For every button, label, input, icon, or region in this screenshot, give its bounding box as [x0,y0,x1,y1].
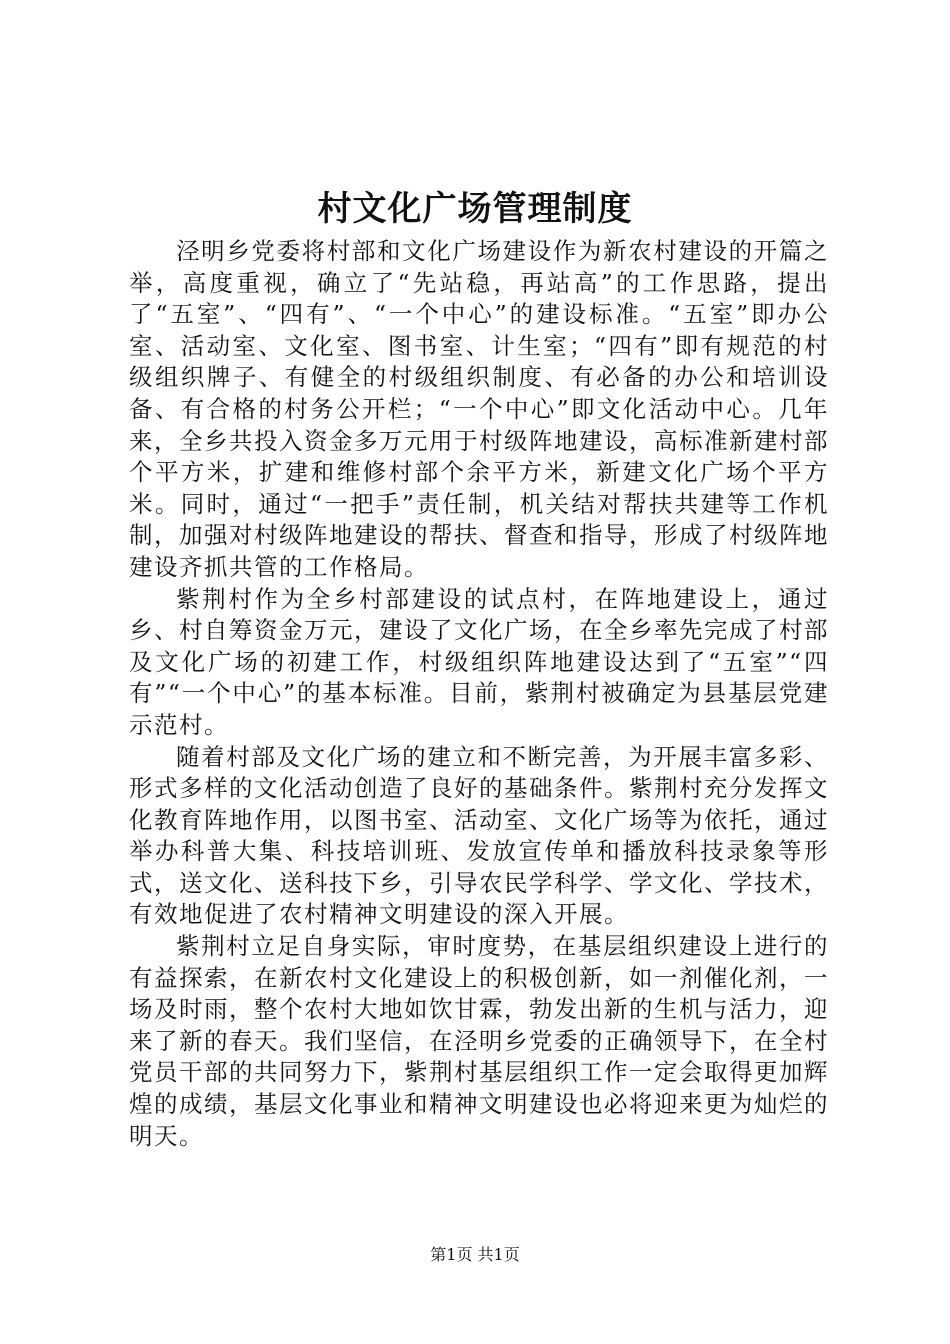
paragraph-1: 泾明乡党委将村部和文化广场建设作为新农村建设的开篇之举，高度重视，确立了“先站稳，再站高”的工作思路，提出了“五室”、“四有”、“一个中心”的建设标准。“五室”即办公室、活动室、文化室、图书室、计生室；“四有”即有规范的村级组织牌子、有健全的村级组织制度、有必备的办公和培训设备、有合格的村务公开栏；“一个中心”即文化活动中心。几年来，全乡共投入资金多万元用于村级阵地建设，高标准新建村部个平方米，扩建和维修村部个余平方米，新建文化广场个平方米。同时，通过“一把手”责任制，机关结对帮扶共建等工作机制，加强对村级阵地建设的帮扶、督查和指导，形成了村级阵地建设齐抓共管的工作格局。 [129,237,829,581]
paragraph-3: 随着村部及文化广场的建立和不断完善，为开展丰富多彩、形式多样的文化活动创造了良好的基础条件。紫荆村充分发挥文化教育阵地作用，以图书室、活动室、文化广场等为依托，通过举办科普大集、科技培训班、发放宣传单和播放科技录象等形式，送文化、送科技下乡，引导农民学科学、学文化、学技术，有效地促进了农村精神文明建设的深入开展。 [129,742,829,929]
document-body [129,236,829,1152]
page-number-footer: 第1页 共1页 [430,1245,520,1264]
paragraph-4: 紫荆村立足自身实际，审时度势，在基层组织建设上进行的有益探索，在新农村文化建设上的积极创新，如一剂催化剂，一场及时雨，整个农村大地如饮甘霖，勃发出新的生机与活力，迎来了新的春天。我们坚信，在泾明乡党委的正确领导下，在全村党员干部的共同努力下，紫荆村基层组织工作一定会取得更加辉煌的成绩，基层文化事业和精神文明建设也必将迎来更为灿烂的明天。 [129,932,829,1150]
paragraph-2: 紫荆村作为全乡村部建设的试点村，在阵地建设上，通过乡、村自筹资金万元，建设了文化广场，在全乡率先完成了村部及文化广场的初建工作，村级组织阵地建设达到了“五室”“四有”“一个中心”的基本标准。目前，紫荆村被确定为县基层党建示范村。 [129,584,829,739]
document-title: 村文化广场管理制度 [317,189,633,229]
